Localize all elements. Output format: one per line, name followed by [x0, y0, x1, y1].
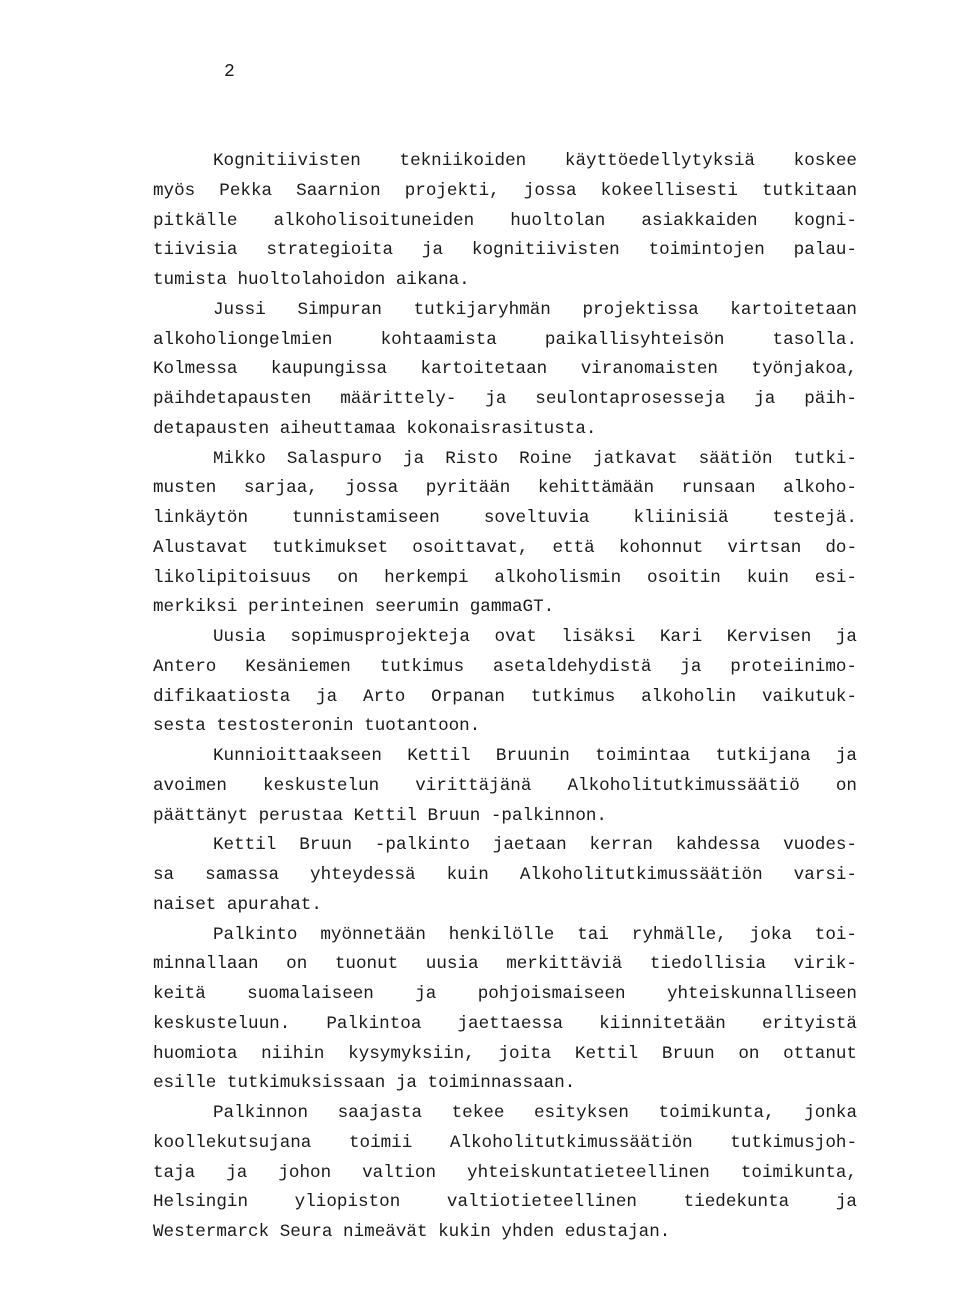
text-line: Uusia sopimusprojekteja ovat lisäksi Kari Kervisen ja — [213, 627, 857, 647]
text-line: pitkälle alkoholisoituneiden huoltolan asiakkaiden kogni- — [153, 210, 857, 231]
text-line: sesta testosteronin tuotantoon. — [153, 716, 481, 737]
paragraph — [153, 921, 857, 1100]
paragraph — [153, 1099, 857, 1248]
text-line: Alustavat tutkimukset osoittavat, että kohonnut virtsan do- — [153, 537, 857, 558]
paragraph — [153, 296, 857, 445]
text-line: myös Pekka Saarnion projekti, jossa kokeellisesti tutkitaan — [153, 180, 857, 201]
text-line: tiivisia strategioita ja kognitiivisten toimintojen palau- — [153, 240, 857, 261]
text-line: detapausten aiheuttamaa kokonaisrasitusta. — [153, 418, 597, 439]
text-line: Kunnioittaakseen Kettil Bruunin toimintaa tutkijana ja — [213, 746, 857, 766]
text-line: Kettil Bruun -palkinto jaetaan kerran kahdessa vuodes- — [213, 835, 857, 856]
text-line: likolipitoisuus on herkempi alkoholismin osoitin kuin esi- — [153, 567, 857, 588]
paragraph — [153, 147, 857, 296]
text-line: Mikko Salaspuro ja Risto Roine jatkavat säätiön tutki- — [213, 448, 857, 469]
text-line: esille tutkimuksissaan ja toiminnassaan. — [153, 1073, 576, 1094]
page-number: 2 — [224, 62, 235, 82]
text-line: taja ja johon valtion yhteiskuntatieteellinen toimikunta, — [153, 1162, 857, 1183]
text-line: Helsingin yliopiston valtiotieteellinen tiedekunta ja — [153, 1192, 857, 1213]
text-line: Palkinto myönnetään henkilölle tai ryhmälle, joka toi- — [213, 924, 857, 945]
paragraph — [153, 742, 857, 831]
paragraph — [153, 831, 857, 920]
text-line: alkoholiongelmien kohtaamista paikallisyhteisön tasolla. — [153, 329, 857, 350]
text-line: tumista huoltolahoidon aikana. — [153, 270, 470, 290]
text-line: Palkinnon saajasta tekee esityksen toimikunta, jonka — [213, 1103, 857, 1123]
text-line: Westermarck Seura nimeävät kukin yhden edustajan. — [153, 1222, 671, 1242]
text-line: avoimen keskustelun virittäjänä Alkoholitutkimussäätiö on — [153, 775, 857, 796]
body-text — [153, 147, 857, 1248]
paragraph — [153, 445, 857, 624]
text-line: keitä suomalaiseen ja pohjoismaiseen yhteiskunnalliseen — [153, 984, 857, 1004]
text-line: linkäytön tunnistamiseen soveltuvia kliinisiä testejä. — [153, 508, 857, 528]
text-line: Kognitiivisten tekniikoiden käyttöedellytyksiä koskee — [213, 151, 857, 171]
text-line: Jussi Simpuran tutkijaryhmän projektissa kartoitetaan — [213, 299, 857, 320]
text-line: musten sarjaa, jossa pyritään kehittämään runsaan alkoho- — [153, 478, 857, 499]
text-line: huomiota niihin kysymyksiin, joita Kettil Bruun on ottanut — [153, 1043, 857, 1064]
text-line: Kolmessa kaupungissa kartoitetaan viranomaisten työnjakoa, — [153, 359, 857, 380]
text-line: päihdetapausten määrittely- ja seulontaprosesseja ja päih- — [153, 389, 857, 409]
text-line: naiset apurahat. — [153, 894, 322, 915]
paragraph — [153, 623, 857, 742]
text-line: sa samassa yhteydessä kuin Alkoholitutkimussäätiön varsi- — [153, 865, 857, 885]
text-line: keskusteluun. Palkintoa jaettaessa kiinnitetään erityistä — [153, 1013, 857, 1034]
text-line: minnallaan on tuonut uusia merkittäviä tiedollisia virik- — [153, 954, 857, 975]
text-line: merkiksi perinteinen seerumin gammaGT. — [153, 597, 555, 618]
text-line: koollekutsujana toimii Alkoholitutkimussäätiön tutkimusjoh- — [153, 1132, 857, 1153]
text-line: päättänyt perustaa Kettil Bruun -palkinnon. — [153, 805, 607, 826]
text-line: difikaatiosta ja Arto Orpanan tutkimus alkoholin vaikutuk- — [153, 686, 857, 707]
text-line: Antero Kesäniemen tutkimus asetaldehydistä ja proteiinimo- — [153, 656, 857, 677]
